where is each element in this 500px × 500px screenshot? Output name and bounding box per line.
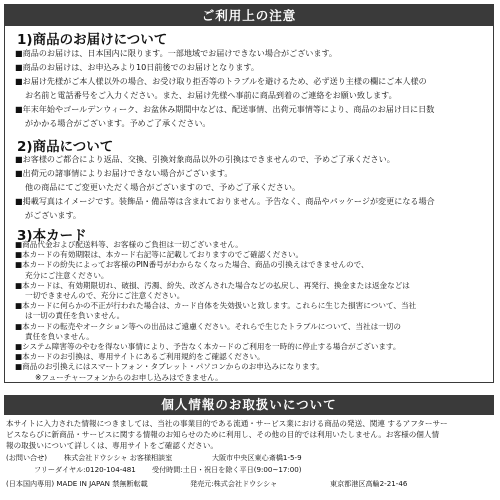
section1-item: ■商品のお届けは、お申込みより10日前後でのお届けとなります。 [15, 62, 259, 72]
section3-heading: 3)本カード [17, 228, 87, 244]
seller: 発売元:株式会社ドウシシャ [190, 479, 278, 488]
privacy-line: ビスならびに新商品・サービスに関する情報のお知らせのために利用し、その他の目的では利用いたしません。お客様の個人情 [6, 430, 440, 439]
business-hours: 受付時間:土日・祝日を除く平日(9:00~17:00) [152, 465, 302, 474]
contact-address: 大阪市中央区東心斎橋1-5-9 [212, 453, 302, 462]
section1-item: ■年末年始やゴールデンウィーク、お盆休み期間中などは、配送事情、出荷元事情等により、商品のお届け日に日数 [15, 104, 435, 114]
section2-item: ■お客様のご都合により返品、交換、引換対象商品以外の引換はできませんので、予めご了承ください。 [15, 154, 395, 164]
section3-item: ■システム障害等のやむを得ない事情により、予告なく本カードのご利用を一時的に停止する場合がございます。 [15, 342, 401, 351]
notice-title: ご利用上の注意 [5, 5, 493, 26]
section1-item-cont: お名前と電話番号をご入力ください。また、お届け先様へ事前に商品到着のご連絡をお願い致します。 [25, 90, 397, 100]
privacy-line: 本サイトに入力された情報につきましては、当社の事業目的である流通・サービス業における商品の発送、関連 するアフターサー [6, 419, 448, 428]
section3-item-cont: 充分にご注意ください。 [25, 270, 109, 280]
section2-item: ■出荷元の諸事情によりお届けできない場合がございます。 [15, 168, 233, 178]
section3-item-cont: 責任を負いません。 [25, 331, 94, 341]
seller-address: 東京都港区高輪2-21-46 [330, 479, 408, 488]
section1-heading: 1)商品のお届けについて [17, 32, 168, 48]
origin-note: (日本国内専用) MADE IN JAPAN 禁無断転載 [6, 479, 148, 488]
privacy-title: 個人情報のお取扱いについて [4, 395, 494, 415]
contact-label: (お問い合せ) [6, 453, 48, 462]
section3-item: ■本カードの紛失によってお客様のPIN番号がわからなくなった場合、商品の引換えはできませんので、 [15, 260, 369, 270]
section2-item-cont: がございます。 [25, 210, 82, 220]
section3-item: ■商品代金および配送料等、お客様のご負担は一切ございません。 [15, 240, 243, 249]
section3-item: ■本カードは、有効期限切れ、破損、汚濁、紛失、改ざんされた場合などの払戻し、再発行、換金または返金などは [15, 280, 410, 290]
section3-item: ■商品のお引換えにはスマートフォン・タブレット・パソコンからのお申込みになります。 [15, 362, 325, 372]
section3-item: ■本カードの有効期限は、本カード右記等に記載しておりますのでご確認ください。 [15, 250, 304, 260]
section1-item-cont: がかかる場合がございます。予めご了承ください。 [25, 118, 211, 128]
section1-item: ■お届け先様がご本人様以外の場合、お受け取り拒否等のトラブルを避けるため、必ず送り主様の欄にご本人様の [15, 76, 427, 86]
section2-heading: 2)商品について [17, 139, 114, 155]
freedial: フリーダイヤル:0120-104-481 [34, 465, 136, 474]
section3-item-cont: は一切の責任を負いません。 [25, 311, 125, 321]
notice-box [4, 4, 494, 383]
section2-item-cont: 他の商品にてご変更いただく場合がございますので、予めご了承ください。 [25, 182, 301, 192]
section3-item-cont: ※フューチャーフォンからのお申し込みはできません。 [35, 372, 223, 382]
section3-item: ■本カードのお引換は、専用サイトにあるご利用規約をご確認ください。 [15, 352, 265, 362]
privacy-line: 報の取扱いについて詳しくは、専用サイトをご確認ください。 [6, 441, 218, 450]
section2-item: ■掲載写真はイメージです。装飾品・備品等は含まれておりません。予告なく、商品やパッケージが変更になる場合 [15, 196, 435, 206]
section3-item: ■本カードの転売やオークション等への出品はご遠慮ください。それらで生じたトラブルについて、当社は一切の [15, 321, 402, 331]
section3-item-cont: 一切できませんので、充分にご注意ください。 [25, 291, 185, 300]
contact-company: 株式会社ドウシシャ お客様相談室 [64, 453, 173, 462]
section1-item: ■商品のお届けは、日本国内に限ります。一部地域でお届けできない場合がございます。 [15, 48, 338, 58]
section3-item: ■本カードに何らかの不正が行われた場合は、カード自体を失効扱いと致します。これらに生じた損害について、当社 [15, 301, 417, 311]
